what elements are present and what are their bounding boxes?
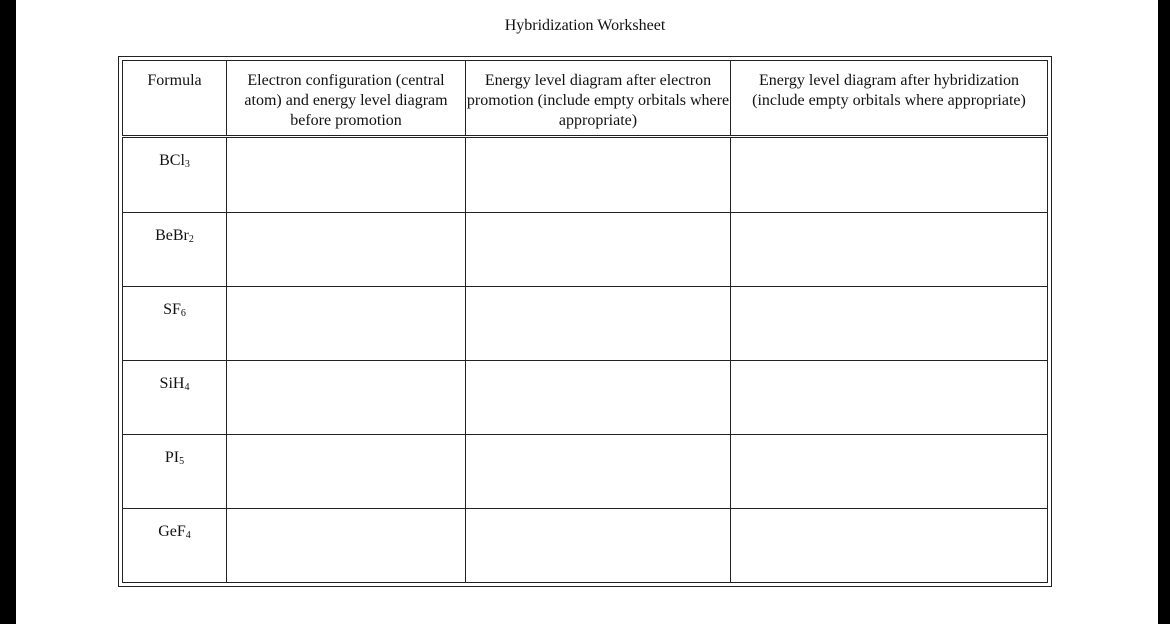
answer-cell[interactable] [731,137,1048,213]
formula-cell: SiH$_4$ [123,361,227,435]
formula-cell: $PI_5$ [123,435,227,509]
answer-cell[interactable] [227,435,466,509]
header-formula: Formula [123,61,227,137]
answer-cell[interactable] [227,213,466,287]
answer-cell[interactable] [731,509,1048,583]
table-row [123,137,1048,213]
worksheet-table-frame [118,56,1052,587]
formula-cell: GeF$_4$ [123,509,227,583]
table-row [123,287,1048,361]
formula-cell: $SF_6$ [123,287,227,361]
table-row [123,435,1048,509]
answer-cell[interactable] [731,287,1048,361]
worksheet-page [16,0,1158,624]
table-row [123,213,1048,287]
answer-cell[interactable] [466,509,731,583]
header-after-hybridization: Energy level diagram after hybridization (include empty orbitals where appropriate) [731,61,1048,137]
answer-cell[interactable] [466,213,731,287]
answer-cell[interactable] [466,137,731,213]
answer-cell[interactable] [227,137,466,213]
worksheet-table [122,60,1048,583]
answer-cell[interactable] [227,361,466,435]
page-title: Hybridization Worksheet [504,17,666,34]
answer-cell[interactable] [466,287,731,361]
answer-cell[interactable] [466,361,731,435]
answer-cell[interactable] [731,213,1048,287]
answer-cell[interactable] [466,435,731,509]
table-row [123,509,1048,583]
formula-cell: BCl$_3$ [123,137,227,213]
header-before-promotion: Electron configuration (central atom) and energy level diagram before promotion [227,61,466,137]
answer-cell[interactable] [731,361,1048,435]
formula-cell: BeBr$_2$ [123,213,227,287]
table-row [123,361,1048,435]
answer-cell[interactable] [731,435,1048,509]
header-after-promotion: Energy level diagram after electron promotion (include empty orbitals where appropriate) [466,61,731,137]
table-header-row [123,61,1048,137]
answer-cell[interactable] [227,509,466,583]
answer-cell[interactable] [227,287,466,361]
